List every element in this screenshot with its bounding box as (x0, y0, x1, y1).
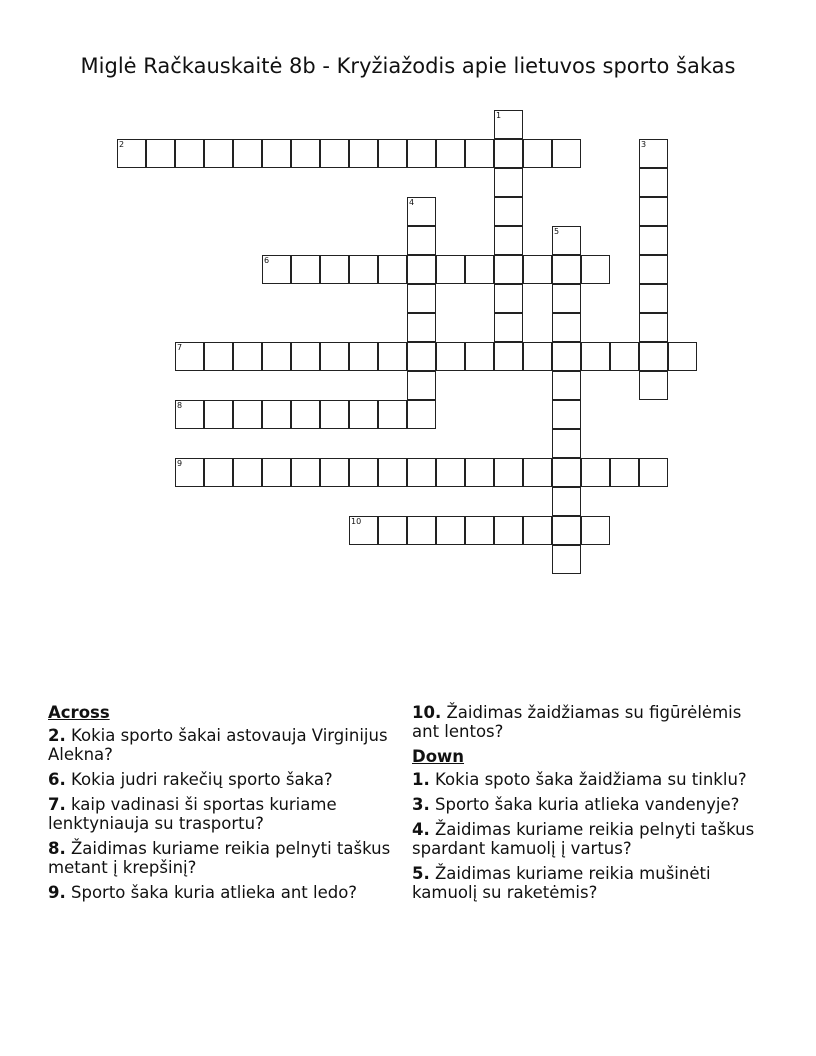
crossword-cell[interactable] (610, 342, 639, 371)
crossword-cell[interactable] (552, 545, 581, 574)
crossword-cell[interactable] (610, 458, 639, 487)
clue-text: Kokia spoto šaka žaidžiama su tinklu? (429, 770, 747, 789)
clue-text: Žaidimas kuriame reikia pelnyti taškus metant į krepšinį? (48, 839, 391, 877)
across-clue (48, 839, 393, 877)
crossword-cell[interactable] (639, 226, 668, 255)
crossword-cell[interactable] (552, 255, 581, 284)
across-heading: Across (48, 703, 110, 722)
crossword-cell[interactable] (291, 400, 320, 429)
crossword-cell[interactable] (581, 342, 610, 371)
crossword-cell[interactable] (552, 139, 581, 168)
crossword-cell[interactable] (523, 139, 552, 168)
crossword-cell[interactable] (552, 342, 581, 371)
crossword-cell[interactable] (320, 400, 349, 429)
crossword-cell[interactable] (407, 400, 436, 429)
crossword-cell[interactable] (320, 139, 349, 168)
clue-number-label: 7. (48, 795, 66, 814)
clue-text: Žaidimas kuriame reikia mušinėti kamuolį su raketėmis? (412, 864, 711, 902)
crossword-cell[interactable] (465, 255, 494, 284)
crossword-cell[interactable] (175, 342, 204, 371)
down-list (412, 770, 757, 902)
crossword-cell[interactable] (407, 139, 436, 168)
crossword-cell[interactable] (523, 458, 552, 487)
crossword-cell[interactable] (639, 313, 668, 342)
crossword-cell[interactable] (552, 516, 581, 545)
across-clue (48, 883, 393, 902)
crossword-cell[interactable] (581, 458, 610, 487)
crossword-cell[interactable] (349, 516, 378, 545)
crossword-cell[interactable] (465, 516, 494, 545)
crossword-cell[interactable] (494, 110, 523, 139)
clue-number: 5 (554, 227, 560, 236)
crossword-cell[interactable] (320, 342, 349, 371)
crossword-cell[interactable] (581, 516, 610, 545)
crossword-cell[interactable] (494, 458, 523, 487)
crossword-cell[interactable] (639, 342, 668, 371)
across-continued-list (412, 703, 757, 741)
crossword-cell[interactable] (349, 400, 378, 429)
crossword-cell[interactable] (407, 458, 436, 487)
down-clue (412, 795, 757, 814)
crossword-cell[interactable] (552, 371, 581, 400)
crossword-cell[interactable] (639, 139, 668, 168)
crossword-cell[interactable] (291, 139, 320, 168)
crossword-cell[interactable] (262, 139, 291, 168)
crossword-cell[interactable] (378, 516, 407, 545)
crossword-cell[interactable] (523, 255, 552, 284)
crossword-cell[interactable] (552, 284, 581, 313)
crossword-cell[interactable] (291, 458, 320, 487)
crossword-cell[interactable] (407, 284, 436, 313)
crossword-cell[interactable] (117, 139, 146, 168)
crossword-cell[interactable] (436, 458, 465, 487)
crossword-cell[interactable] (494, 516, 523, 545)
clue-number: 7 (177, 343, 183, 352)
clue-number-label: 6. (48, 770, 66, 789)
crossword-cell[interactable] (349, 139, 378, 168)
crossword-cell[interactable] (233, 342, 262, 371)
crossword-cell[interactable] (436, 139, 465, 168)
crossword-cell[interactable] (436, 255, 465, 284)
crossword-cell[interactable] (204, 400, 233, 429)
crossword-cell[interactable] (378, 400, 407, 429)
clue-number-label: 1. (412, 770, 430, 789)
clue-text: Kokia judri rakečių sporto šaka? (65, 770, 333, 789)
across-clue (48, 770, 393, 789)
crossword-cell[interactable] (552, 487, 581, 516)
down-clue (412, 820, 757, 858)
crossword-cell[interactable] (233, 139, 262, 168)
crossword-cell[interactable] (581, 255, 610, 284)
crossword-cell[interactable] (523, 516, 552, 545)
crossword-cell[interactable] (639, 458, 668, 487)
down-clue (412, 864, 757, 902)
crossword-cell[interactable] (494, 284, 523, 313)
crossword-cell[interactable] (639, 197, 668, 226)
crossword-cell[interactable] (262, 342, 291, 371)
page-title: Miglė Račkauskaitė 8b - Kryžiažodis apie lietuvos sporto šakas (80, 54, 736, 78)
crossword-cell[interactable] (349, 458, 378, 487)
crossword-cell[interactable] (175, 400, 204, 429)
down-heading: Down (412, 747, 465, 766)
crossword-cell[interactable] (407, 255, 436, 284)
crossword-cell[interactable] (552, 400, 581, 429)
crossword-cell[interactable] (465, 342, 494, 371)
clue-number-label: 4. (412, 820, 430, 839)
crossword-cell[interactable] (552, 313, 581, 342)
crossword-cell[interactable] (407, 226, 436, 255)
crossword-cell[interactable] (639, 371, 668, 400)
crossword-cell[interactable] (146, 139, 175, 168)
crossword-cell[interactable] (349, 255, 378, 284)
clue-number: 4 (409, 198, 415, 207)
crossword-cell[interactable] (494, 255, 523, 284)
crossword-cell[interactable] (523, 342, 552, 371)
clue-number: 10 (351, 517, 362, 526)
clue-number-label: 10. (412, 703, 442, 722)
crossword-cell[interactable] (407, 313, 436, 342)
crossword-cell[interactable] (378, 342, 407, 371)
across-clues (48, 703, 393, 908)
crossword-cell[interactable] (639, 284, 668, 313)
clue-text: Žaidimas kuriame reikia pelnyti taškus spardant kamuolį į vartus? (412, 820, 755, 858)
crossword-cell[interactable] (407, 197, 436, 226)
clue-number-label: 3. (412, 795, 430, 814)
crossword-cell[interactable] (233, 400, 262, 429)
crossword-cell[interactable] (175, 139, 204, 168)
crossword-cell[interactable] (291, 342, 320, 371)
crossword-cell[interactable] (494, 139, 523, 168)
crossword-cell[interactable] (378, 255, 407, 284)
down-clues-column (412, 703, 757, 908)
clue-text: Sporto šaka kuria atlieka ant ledo? (65, 883, 358, 902)
crossword-cell[interactable] (639, 255, 668, 284)
crossword-cell[interactable] (204, 458, 233, 487)
clue-number-label: 9. (48, 883, 66, 902)
clue-text: Žaidimas žaidžiamas su figūrėlėmis ant lentos? (412, 703, 742, 741)
clue-number-label: 8. (48, 839, 66, 858)
crossword-cell[interactable] (320, 458, 349, 487)
crossword-cell[interactable] (407, 371, 436, 400)
crossword-cell[interactable] (349, 342, 378, 371)
crossword-cell[interactable] (494, 313, 523, 342)
crossword-cell[interactable] (494, 168, 523, 197)
crossword-cell[interactable] (204, 139, 233, 168)
clue-number-label: 2. (48, 726, 66, 745)
crossword-cell[interactable] (436, 342, 465, 371)
crossword-cell[interactable] (668, 342, 697, 371)
crossword-cell[interactable] (494, 197, 523, 226)
crossword-cell[interactable] (407, 342, 436, 371)
crossword-cell[interactable] (407, 516, 436, 545)
clue-text: Kokia sporto šakai astovauja Virginijus Alekna? (48, 726, 388, 764)
clue-text: Sporto šaka kuria atlieka vandenyje? (429, 795, 740, 814)
across-clue (48, 726, 393, 764)
clue-number: 9 (177, 459, 183, 468)
crossword-cell[interactable] (436, 516, 465, 545)
crossword-cell[interactable] (378, 139, 407, 168)
crossword-cell[interactable] (494, 226, 523, 255)
crossword-cell[interactable] (465, 458, 494, 487)
across-list (48, 726, 393, 902)
crossword-cell[interactable] (204, 342, 233, 371)
crossword-cell[interactable] (378, 458, 407, 487)
across-clue (48, 795, 393, 833)
crossword-cell[interactable] (639, 168, 668, 197)
crossword-cell[interactable] (552, 429, 581, 458)
clue-number: 2 (119, 140, 125, 149)
crossword-cell[interactable] (262, 400, 291, 429)
crossword-cell[interactable] (465, 139, 494, 168)
down-clue (412, 770, 757, 789)
crossword-cell[interactable] (494, 342, 523, 371)
crossword-cell[interactable] (552, 226, 581, 255)
clue-number-label: 5. (412, 864, 430, 883)
crossword-cell[interactable] (552, 458, 581, 487)
crossword-cell[interactable] (262, 458, 291, 487)
crossword-cell[interactable] (233, 458, 262, 487)
clue-number: 1 (496, 111, 502, 120)
crossword-cell[interactable] (291, 255, 320, 284)
clue-number: 8 (177, 401, 183, 410)
crossword-cell[interactable] (320, 255, 349, 284)
crossword-cell[interactable] (262, 255, 291, 284)
clue-text: kaip vadinasi ši sportas kuriame lenktyniauja su trasportu? (48, 795, 337, 833)
across-clue (412, 703, 757, 741)
clue-number: 6 (264, 256, 270, 265)
clue-number: 3 (641, 140, 647, 149)
crossword-cell[interactable] (175, 458, 204, 487)
